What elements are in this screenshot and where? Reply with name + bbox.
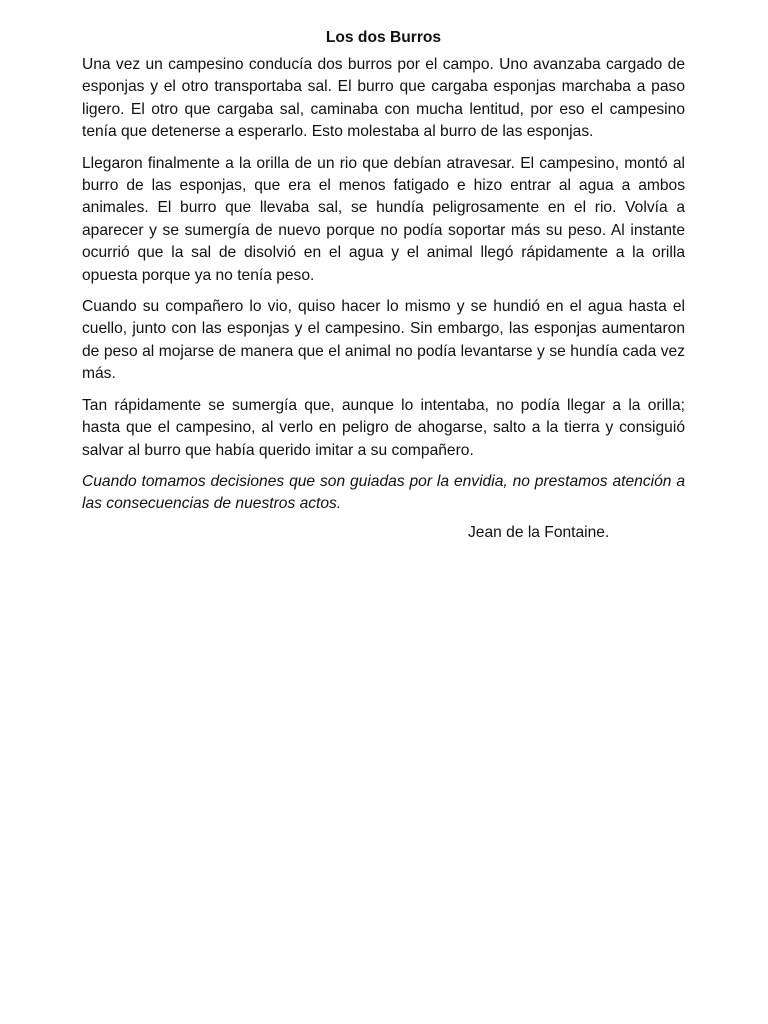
document-page (82, 27, 685, 544)
author-signature: Jean de la Fontaine. (468, 523, 610, 541)
paragraph-3: Cuando su compañero lo vio, quiso hacer lo mismo y se hundió en el agua hasta el cuello, junto con las esponjas y el campesino. Sin embargo, las esponjas aumentaron de peso al mojarse de manera que el animal no podía levantarse y se hundía cada vez más. (82, 298, 685, 383)
document-title: Los dos Burros (325, 29, 442, 46)
paragraph-2: Llegaron finalmente a la orilla de un rio que debían atravesar. El campesino, montó al burro de las esponjas, que era el menos fatigado e hizo entrar al agua a ambos animales. El burro que llevaba sal, se hundía peligrosamente en el rio. Volvía a aparecer y se sumergía de nuevo porque no podía soportar más su peso. Al instante ocurrió que la sal de disolvió en el agua y el animal llegó rápidamente a la orilla opuesta porque ya no tenía peso. (82, 154, 685, 284)
paragraph-1: Una vez un campesino conducía dos burros por el campo. Uno avanzaba cargado de esponjas y el otro transportaba sal. El burro que cargaba esponjas marchaba a paso ligero. El otro que cargaba sal, caminaba con mucha lentitud, por eso el campesino tenía que detenerse a esperarlo. Esto molestaba al burro de las esponjas. (82, 56, 685, 141)
moral-text: Cuando tomamos decisiones que son guiadas por la envidia, no prestamos atención a las consecuencias de nuestros actos. (82, 472, 685, 513)
paragraph-4: Tan rápidamente se sumergía que, aunque lo intentaba, no podía llegar a la orilla; hasta que el campesino, al verlo en peligro de ahogarse, salto a la tierra y consiguió salvar al burro que había querido imitar a su compañero. (82, 396, 685, 459)
